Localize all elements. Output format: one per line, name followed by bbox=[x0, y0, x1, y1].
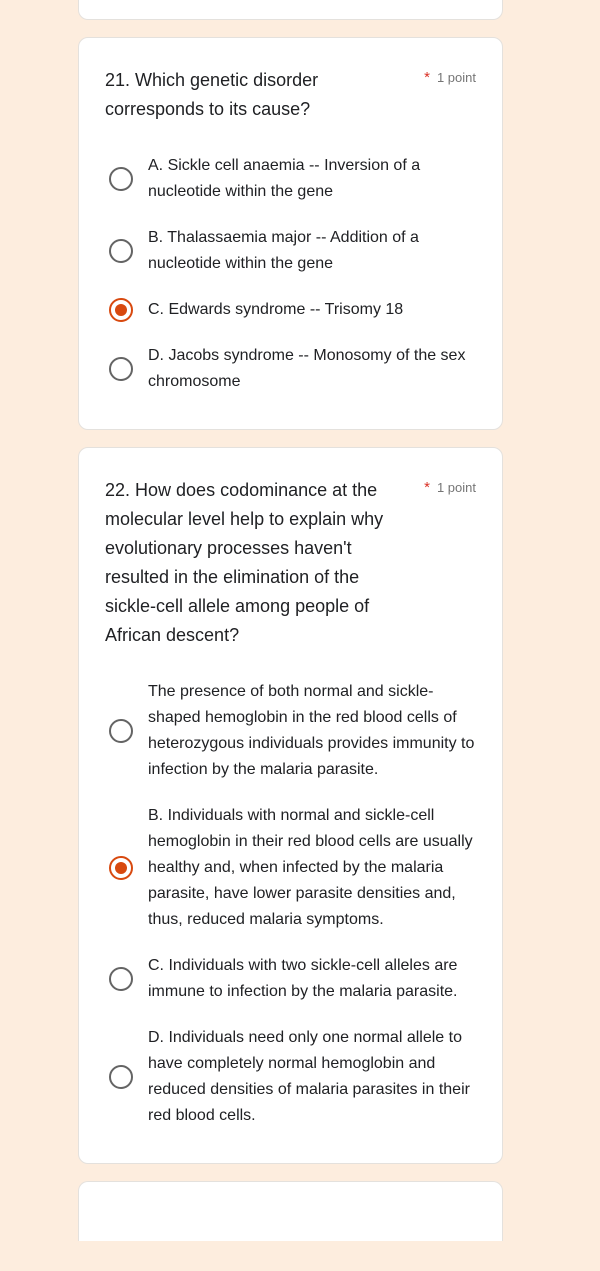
radio-option-b[interactable] bbox=[105, 803, 476, 933]
required-asterisk-icon: * bbox=[424, 479, 430, 496]
question-title: 21. Which genetic disorder corresponds to its cause? bbox=[105, 70, 319, 119]
question-title: 22. How does codominance at the molecular level help to explain why evolutionary processes haven't resulted in the elimination of the sickle-cell allele among people of African descent? bbox=[105, 480, 384, 645]
radio-option-c[interactable] bbox=[105, 953, 476, 1005]
required-asterisk-icon: * bbox=[424, 69, 430, 86]
radio-option-a[interactable] bbox=[105, 153, 476, 205]
points-label: 1 point bbox=[436, 70, 476, 85]
question-card-22 bbox=[78, 447, 503, 1164]
radio-button-icon[interactable] bbox=[109, 357, 133, 381]
option-label: B. Individuals with normal and sickle-cell hemoglobin in their red blood cells are usually healthy and, when infected by the malaria parasite, have lower parasite densities and, thus, reduced malaria symptoms. bbox=[148, 807, 473, 928]
radio-option-d[interactable] bbox=[105, 343, 476, 395]
radio-option-d[interactable] bbox=[105, 1025, 476, 1129]
radio-button-icon[interactable] bbox=[109, 239, 133, 263]
radio-button-icon[interactable] bbox=[109, 856, 133, 880]
question-points bbox=[424, 479, 476, 497]
question-header bbox=[105, 476, 476, 650]
radio-button-icon[interactable] bbox=[109, 967, 133, 991]
option-label: The presence of both normal and sickle-shaped hemoglobin in the red blood cells of heterozygous individuals provides immunity to infection by the malaria parasite. bbox=[148, 683, 475, 778]
points-label: 1 point bbox=[436, 480, 476, 495]
radio-option-b[interactable] bbox=[105, 225, 476, 277]
question-points bbox=[424, 69, 476, 87]
option-label: C. Edwards syndrome -- Trisomy 18 bbox=[148, 301, 404, 318]
radio-button-icon[interactable] bbox=[109, 167, 133, 191]
option-label: C. Individuals with two sickle-cell alleles are immune to infection by the malaria parasite. bbox=[148, 957, 458, 1000]
question-header bbox=[105, 66, 476, 124]
question-card-21 bbox=[78, 37, 503, 430]
radio-button-icon[interactable] bbox=[109, 719, 133, 743]
option-label: D. Jacobs syndrome -- Monosomy of the sex chromosome bbox=[148, 347, 466, 390]
radio-button-icon[interactable] bbox=[109, 298, 133, 322]
radio-option-a[interactable] bbox=[105, 679, 476, 783]
radio-option-c[interactable] bbox=[105, 297, 476, 323]
option-label: A. Sickle cell anaemia -- Inversion of a nucleotide within the gene bbox=[148, 157, 421, 200]
partial-card-bottom bbox=[78, 1181, 503, 1241]
option-label: B. Thalassaemia major -- Addition of a nucleotide within the gene bbox=[148, 229, 419, 272]
partial-card-top bbox=[78, 0, 503, 20]
radio-button-icon[interactable] bbox=[109, 1065, 133, 1089]
option-label: D. Individuals need only one normal allele to have completely normal hemoglobin and reduced densities of malaria parasites in their red blood cells. bbox=[148, 1029, 470, 1124]
